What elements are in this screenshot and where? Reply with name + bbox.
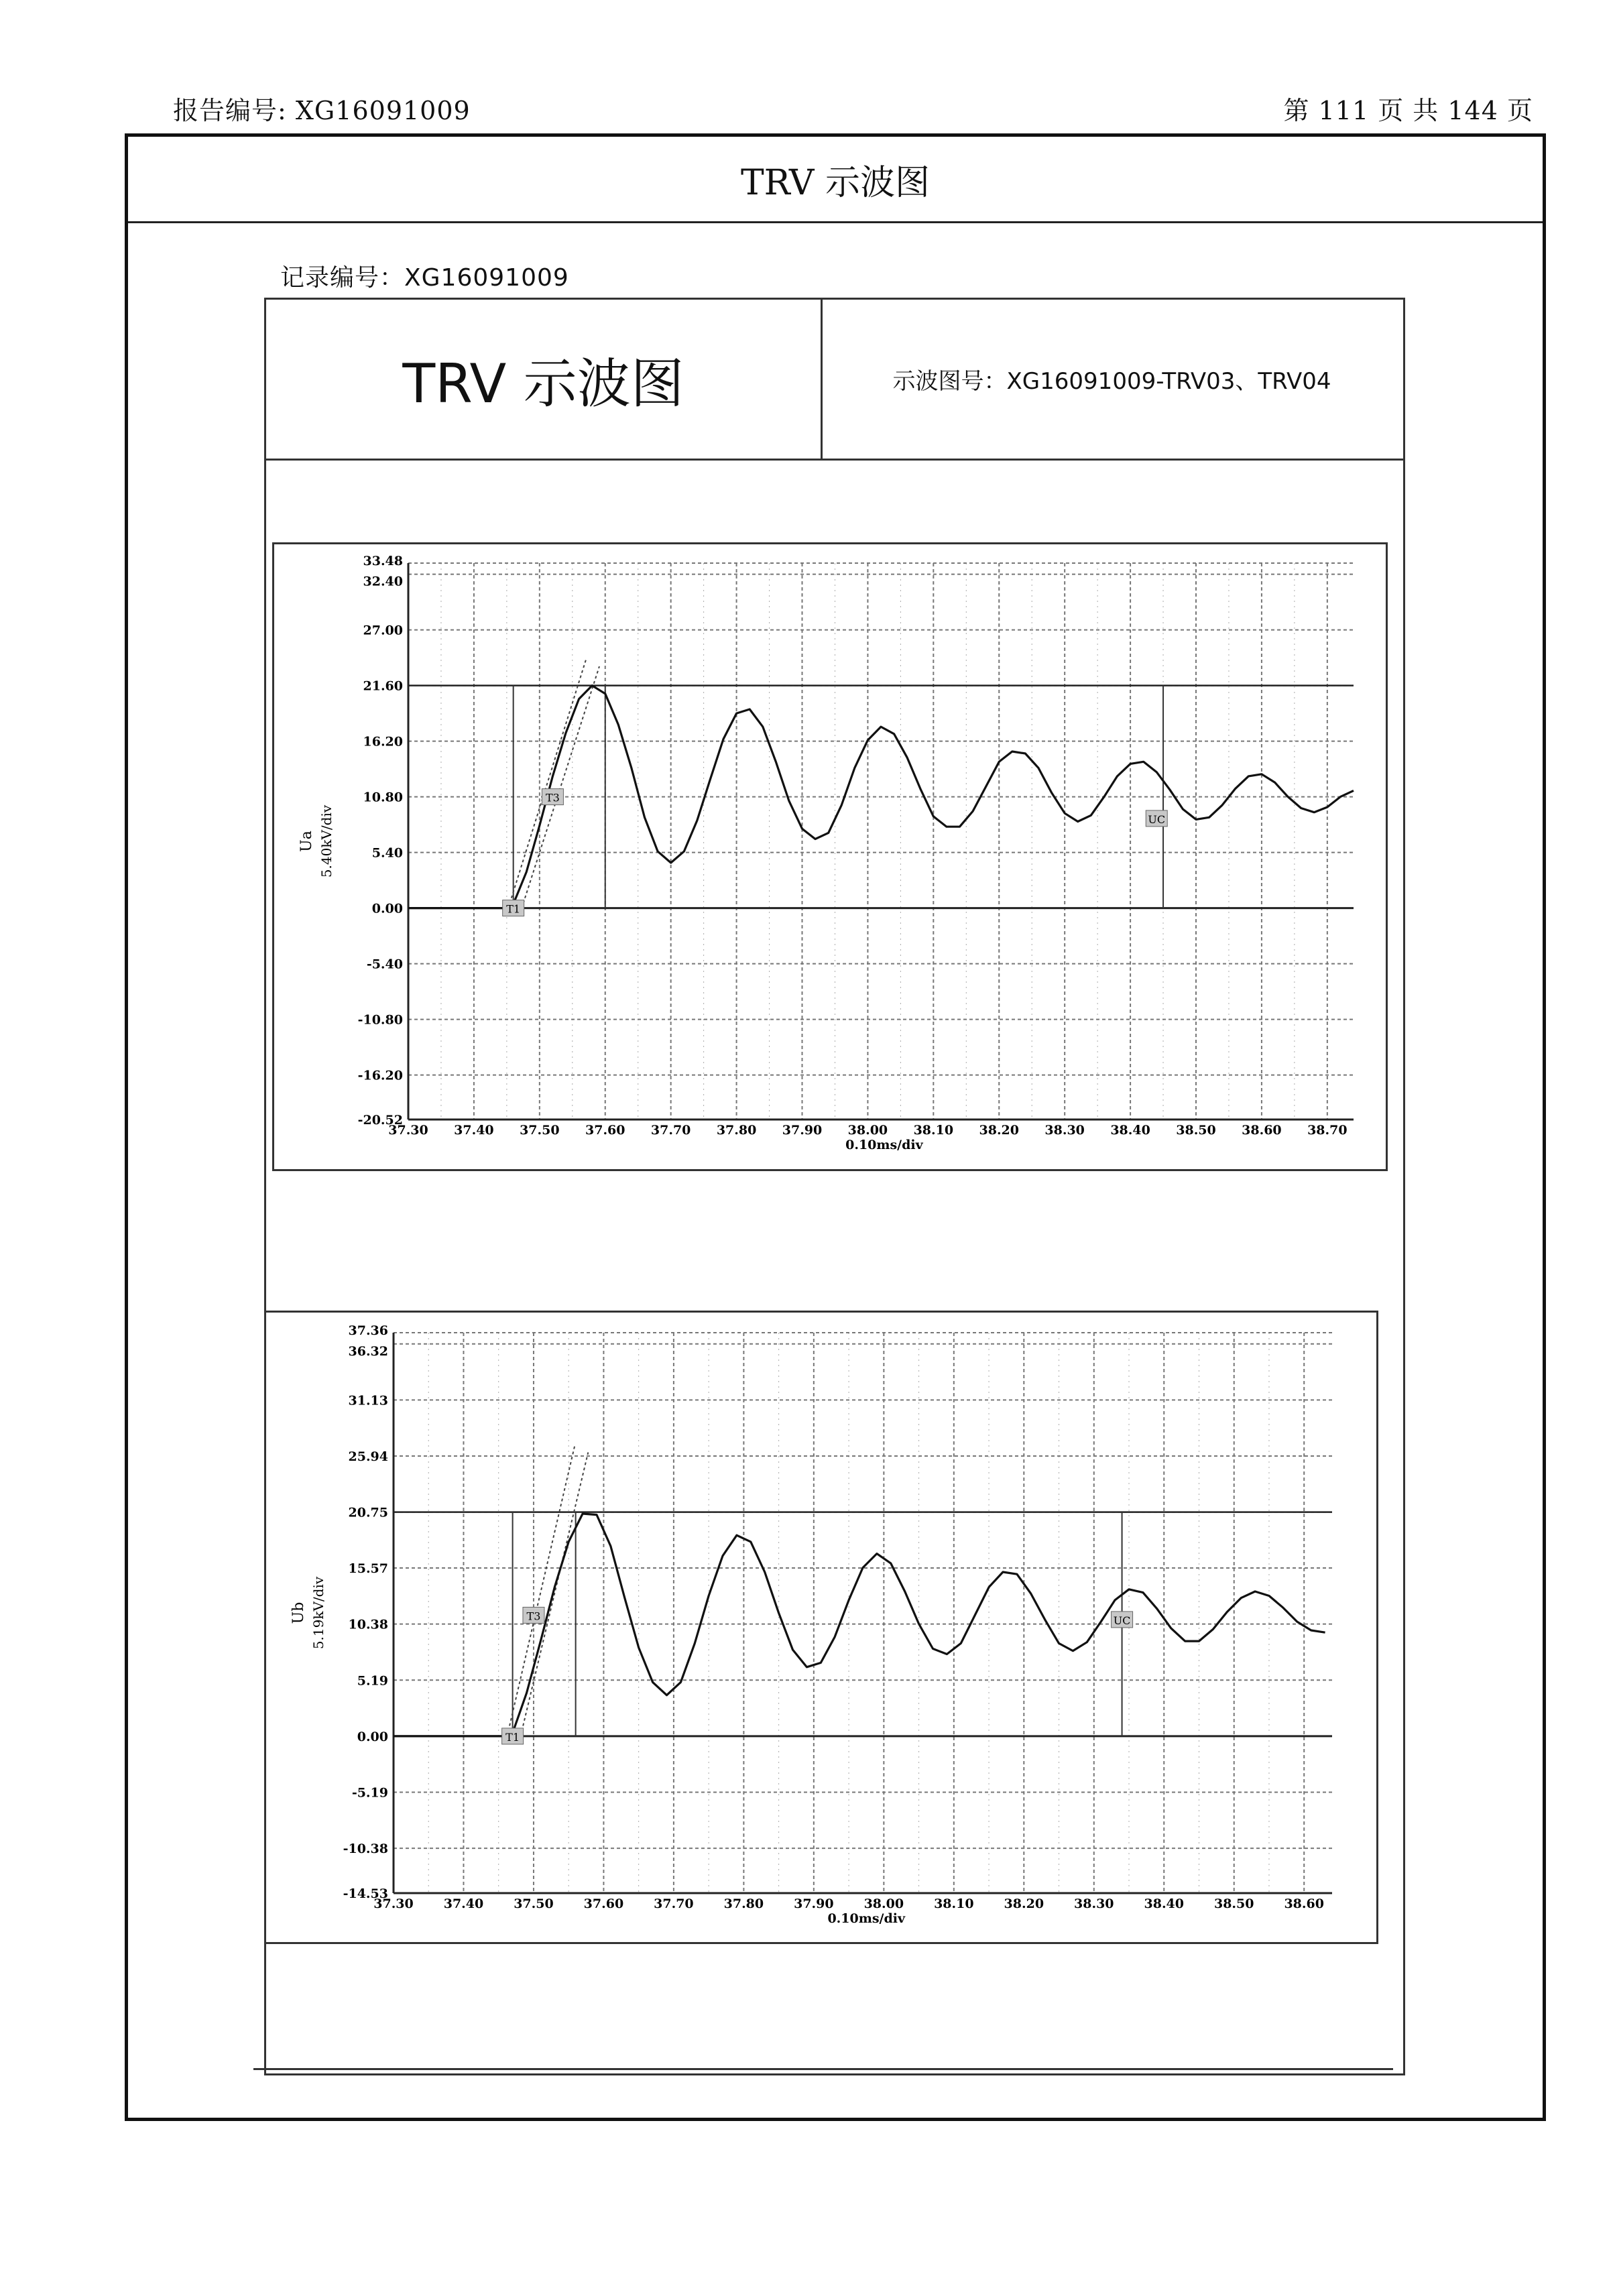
y-tick-label: 31.13 xyxy=(348,1393,388,1408)
y-tick-label: 0.00 xyxy=(371,901,403,916)
y-tick-label: 10.38 xyxy=(348,1617,388,1632)
y-tick-label: -10.80 xyxy=(357,1012,403,1028)
tangent-line xyxy=(507,660,586,914)
y-tick-label: 27.00 xyxy=(363,623,403,638)
x-tick-label: 38.00 xyxy=(847,1123,888,1138)
x-tick-label: 37.50 xyxy=(514,1896,554,1911)
y-tick-label: -5.19 xyxy=(351,1785,388,1801)
x-tick-label: 37.80 xyxy=(723,1896,764,1911)
x-tick-label: 37.70 xyxy=(650,1123,691,1138)
x-tick-label: 37.90 xyxy=(794,1896,834,1911)
y-tick-label: 15.57 xyxy=(348,1561,388,1577)
chart-panel-ub xyxy=(264,1311,1378,1944)
y-tick-label: -16.20 xyxy=(357,1068,403,1083)
x-tick-label: 37.30 xyxy=(373,1896,414,1911)
y-tick-label: -14.53 xyxy=(343,1886,388,1901)
x-tick-label: 38.50 xyxy=(1176,1123,1216,1138)
x-tick-label: 38.20 xyxy=(1004,1896,1044,1911)
x-tick-label: 37.50 xyxy=(520,1123,560,1138)
x-tick-label: 37.90 xyxy=(782,1123,823,1138)
page-indicator: 第 111 页 共 144 页 xyxy=(1283,96,1533,125)
x-tick-label: 38.30 xyxy=(1074,1896,1114,1911)
x-axis-label: 0.10ms/div xyxy=(845,1138,923,1152)
y-tick-label: -10.38 xyxy=(343,1841,388,1857)
marker-uc xyxy=(1146,810,1167,827)
x-tick-label: 38.60 xyxy=(1284,1896,1324,1911)
x-tick-label: 37.40 xyxy=(443,1896,484,1911)
y-axis-label: Ua xyxy=(298,831,315,852)
chart-ua xyxy=(274,544,1386,1169)
marker-label: T3 xyxy=(526,1610,541,1623)
y-tick-label: 33.48 xyxy=(363,554,403,568)
x-tick-label: 37.60 xyxy=(585,1123,625,1138)
x-tick-label: 38.60 xyxy=(1242,1123,1282,1138)
y-axis-label: Ub xyxy=(290,1602,307,1624)
y-tick-label: 0.00 xyxy=(357,1729,388,1744)
x-tick-label: 38.10 xyxy=(934,1896,974,1911)
y-axis-unit: 5.40kV/div xyxy=(318,804,335,878)
marker-t3 xyxy=(523,1607,544,1623)
figure-number: 示波图号：XG16091009-TRV03、TRV04 xyxy=(821,300,1403,461)
x-tick-label: 38.00 xyxy=(863,1896,904,1911)
y-tick-label: 5.40 xyxy=(371,845,403,861)
y-tick-label: 20.75 xyxy=(348,1505,388,1520)
marker-t1 xyxy=(502,1728,524,1744)
marker-label: T3 xyxy=(545,791,560,804)
x-tick-label: 38.50 xyxy=(1213,1896,1254,1911)
marker-t3 xyxy=(542,789,563,805)
record-number: 记录编号：XG16091009 xyxy=(280,264,569,292)
y-tick-label: -5.40 xyxy=(366,957,403,972)
y-tick-label: 16.20 xyxy=(363,734,403,749)
tangent-line xyxy=(520,1453,589,1742)
x-tick-label: 37.30 xyxy=(388,1123,428,1138)
marker-label: T1 xyxy=(506,902,521,916)
y-tick-label: 5.19 xyxy=(357,1673,388,1689)
x-tick-label: 37.60 xyxy=(583,1896,624,1911)
y-tick-label: 32.40 xyxy=(363,574,403,589)
x-tick-label: 38.20 xyxy=(979,1123,1019,1138)
x-tick-label: 37.70 xyxy=(654,1896,694,1911)
sheet-title: TRV 示波图 xyxy=(266,300,823,461)
x-tick-label: 38.70 xyxy=(1307,1123,1348,1138)
x-tick-label: 38.40 xyxy=(1144,1896,1185,1911)
chart-panel-ua xyxy=(272,542,1388,1171)
y-axis-unit: 5.19kV/div xyxy=(310,1576,326,1650)
bottom-rule xyxy=(253,2068,1393,2070)
y-tick-label: 25.94 xyxy=(348,1449,388,1464)
x-tick-label: 37.80 xyxy=(716,1123,757,1138)
marker-label: UC xyxy=(1113,1614,1131,1627)
marker-label: UC xyxy=(1148,812,1166,826)
y-tick-label: 36.32 xyxy=(348,1343,388,1359)
tangent-line xyxy=(506,1446,575,1742)
x-axis-label: 0.10ms/div xyxy=(827,1911,906,1926)
y-tick-label: -20.52 xyxy=(357,1113,403,1128)
chart-ub xyxy=(266,1313,1376,1942)
report-section-title: TRV 示波图 xyxy=(128,137,1543,223)
marker-uc xyxy=(1112,1612,1133,1628)
y-tick-label: 21.60 xyxy=(363,678,403,694)
y-tick-label: 37.36 xyxy=(348,1323,388,1338)
x-tick-label: 38.40 xyxy=(1110,1123,1150,1138)
x-tick-label: 38.30 xyxy=(1044,1123,1085,1138)
marker-label: T1 xyxy=(505,1730,520,1744)
x-tick-label: 38.10 xyxy=(913,1123,954,1138)
y-tick-label: 10.80 xyxy=(363,790,403,805)
marker-t1 xyxy=(503,900,524,916)
grid-lines xyxy=(408,563,1354,1120)
x-tick-label: 37.40 xyxy=(454,1123,494,1138)
report-number: 报告编号: XG16091009 xyxy=(173,96,471,125)
